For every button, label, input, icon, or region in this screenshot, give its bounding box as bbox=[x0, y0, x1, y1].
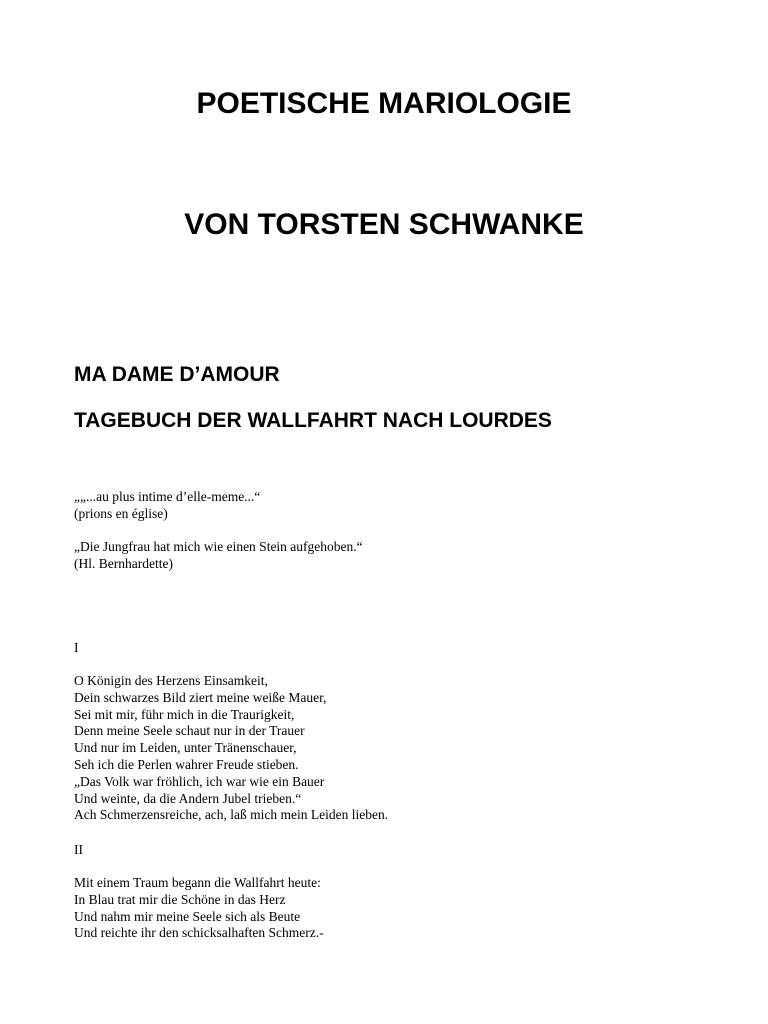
stanza bbox=[74, 673, 388, 824]
poem-line: Sei mit mir, führ mich in die Traurigkeit, bbox=[74, 706, 295, 722]
subtitle: TAGEBUCH DER WALLFAHRT NACH LOURDES bbox=[74, 409, 552, 432]
section-title: MA DAME D’AMOUR bbox=[74, 363, 280, 386]
poem-line: „Das Volk war fröhlich, ich war wie ein Bauer bbox=[74, 773, 325, 789]
stanza bbox=[74, 875, 324, 942]
stanza-number bbox=[74, 640, 79, 657]
author-line: VON TORSTEN SCHWANKE bbox=[184, 208, 584, 241]
document-title: POETISCHE MARIOLOGIE bbox=[196, 87, 572, 120]
epigraph-quote: „„...au plus intime d’elle-meme...“ bbox=[74, 489, 261, 504]
epigraph-source: (prions en église) bbox=[74, 505, 168, 521]
poem-line: Und nur im Leiden, unter Tränenschauer, bbox=[74, 740, 297, 756]
poem-line: Und nahm mir meine Seele sich als Beute bbox=[74, 908, 301, 924]
stanza-number bbox=[74, 842, 83, 859]
stanza-number-label: II bbox=[74, 842, 83, 857]
poem-line: O Königin des Herzens Einsamkeit, bbox=[74, 673, 268, 688]
poem-line: Seh ich die Perlen wahrer Freude stieben. bbox=[74, 756, 299, 772]
poem-line: Dein schwarzes Bild ziert meine weiße Mauer, bbox=[74, 689, 327, 705]
poem-line: Und weinte, da die Andern Jubel trieben.“ bbox=[74, 790, 302, 806]
poem-line: Denn meine Seele schaut nur in der Trauer bbox=[74, 723, 305, 739]
epigraph bbox=[74, 539, 363, 573]
epigraph bbox=[74, 489, 260, 523]
poem-line: Ach Schmerzensreiche, ach, laß mich mein Leiden lieben. bbox=[74, 807, 389, 823]
poem-line: In Blau trat mir die Schöne in das Herz bbox=[74, 891, 286, 907]
epigraph-quote: „Die Jungfrau hat mich wie einen Stein aufgehoben.“ bbox=[74, 539, 363, 554]
poem-line: Und reichte ihr den schicksalhaften Schmerz.- bbox=[74, 925, 324, 941]
poem-line: Mit einem Traum begann die Wallfahrt heute: bbox=[74, 875, 321, 890]
epigraph-source: (Hl. Bernhardette) bbox=[74, 555, 173, 571]
stanza-number-label: I bbox=[74, 640, 79, 655]
